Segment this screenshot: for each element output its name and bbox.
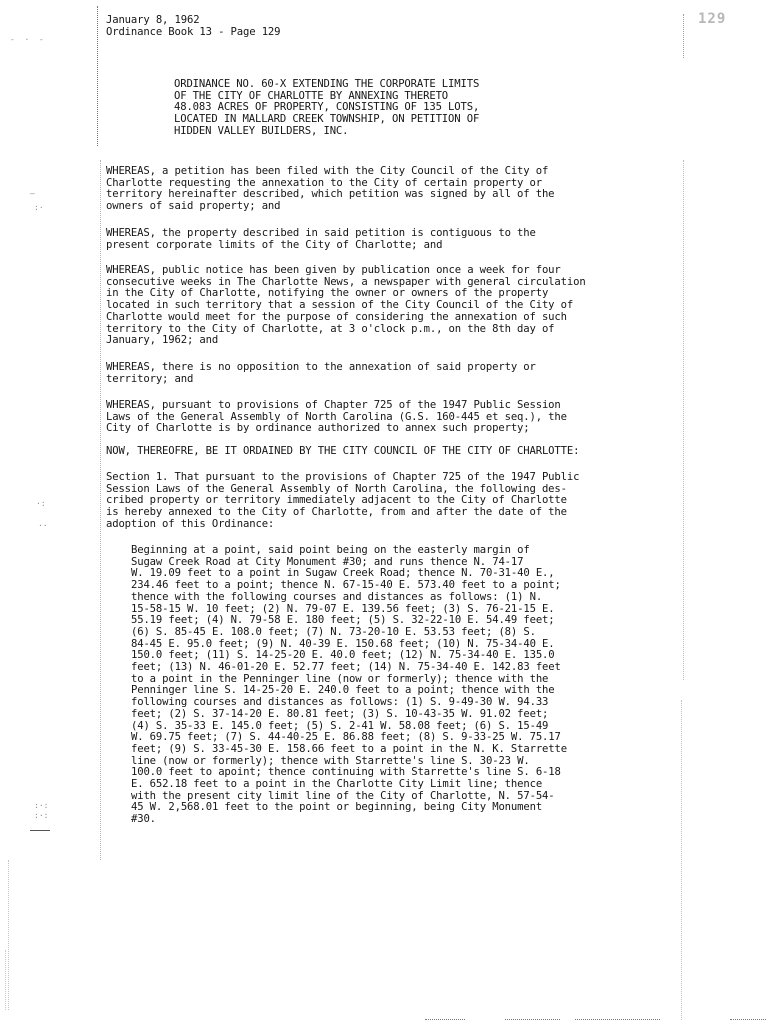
scan-speck: :·: bbox=[34, 801, 49, 810]
scan-speck: — bbox=[30, 189, 35, 198]
bottom-scan-line bbox=[730, 1019, 766, 1020]
right-margin-line-lower bbox=[681, 700, 682, 1020]
title-line: 48.083 ACRES OF PROPERTY, CONSISTING OF 135 LOTS, bbox=[174, 101, 480, 114]
scan-speck: .. bbox=[38, 519, 48, 528]
scan-speck: :· bbox=[34, 203, 44, 212]
scan-mark bbox=[30, 830, 50, 831]
title-line: LOCATED IN MALLARD CREEK TOWNSHIP, ON PETITION OF bbox=[174, 113, 480, 126]
bottom-scan-line bbox=[425, 1019, 465, 1020]
bottom-scan-line bbox=[505, 1019, 560, 1020]
far-left-scan-line-2 bbox=[5, 950, 6, 1010]
title-line: ORDINANCE NO. 60-X EXTENDING THE CORPORATE LIMITS bbox=[174, 78, 480, 90]
property-description: Beginning at a point, said point being on the easterly margin of Sugaw Creek Road at City Monument #30; and runs thence N. 74-17 W. 19.09 feet to a point in Sugaw Creek Road; thence N. 70-31-40 E., 234.46 feet to a point; thence N. 67-15-40 E. 573.40 feet to a point; thence with the following courses and distances as follows: (1) N. 15-58-15 W. 10 feet; (2) N. 79-07 E. 139.56 feet; (3) S. 76-21-15 E. 55.19 feet; (4) N. 79-58 E. 180 feet; (5) S. 32-22-10 E. 54.49 feet; (6) S. 85-45 E. 108.0 feet; (7) N. 73-20-10 E. 53.53 feet; (8) S. 84-45 E. 95.0 feet; (9) N. 40-39 E. 150.68 feet; (10) N. 75-34-40 E. 150.0 feet; (11) S. 14-25-20 E. 40.0 feet; (12) N. 75-34-40 E. 135.0 feet; (13) N. 46-01-20 E. 52.77 feet; (14) N. 75-34-40 E. 142.83 feet to a point in the Penninger line (now or formerly); thence with the Penninger line S. 14-25-20 E. 240.0 feet to a point; thence with the following courses and distances as follows: (1) S. 9-49-30 W. 94.33 feet; (2) S. 37-14-20 E. 80.81 feet; (3) S. 10-43-35 W. 91.02 feet; (4) S. 35-33 E. 145.0 feet; (5) S. 2-41 W. 58.08 feet; (6) S. 15-49 W. 69.75 feet; (7) S. 44-40-25 E. 86.88 feet; (8) S. 9-33-25 W. 75.17 feet; (9) S. 33-45-30 E. 158.66 feet to a point in the N. K. Starrette line (now or formerly); thence with Starrette's line S. 30-23 W. 100.0 feet to apoint; thence continuing with Starrette's line S. 6-18 E. 652.18 feet to a point in the Charlotte City Limit line; thence with the present city limit line of the City of Charlotte, N. 57-54- 45 W. 2,568.01 feet to the point or beginning, being City Monument #30. bbox=[131, 544, 567, 826]
bottom-scan-line bbox=[575, 1019, 660, 1020]
far-left-scan-line bbox=[8, 860, 9, 1010]
left-margin-line bbox=[97, 6, 98, 146]
whereas-notice-paragraph: WHEREAS, public notice has been given by publication once a week for four consecutive weeks in The Charlotte News, a newspaper with general circulation in the City of Charlotte, notifying the owner or owners of the property located in such territory that a session of the City Council of the City of Charlotte would meet for the purpose of considering the annexation of such territory to the City of Charlotte, at 3 o'clock p.m., on the 8th day of January, 1962; and bbox=[106, 264, 586, 347]
title-line: OF THE CITY OF CHARLOTTE BY ANNEXING THERETO bbox=[174, 89, 449, 102]
right-margin-line bbox=[683, 160, 684, 680]
ordained-paragraph: NOW, THEREOFRE, BE IT ORDAINED BY THE CITY COUNCIL OF THE CITY OF CHARLOTTE: bbox=[106, 445, 580, 457]
header-book-page: Ordinance Book 13 - Page 129 bbox=[106, 25, 281, 38]
scan-speck: :·: bbox=[34, 811, 49, 820]
right-margin-line-top bbox=[683, 14, 684, 58]
header-date: January 8, 1962 bbox=[106, 14, 200, 26]
whereas-opposition-paragraph: WHEREAS, there is no opposition to the annexation of said property or territory; and bbox=[106, 361, 536, 385]
title-line: HIDDEN VALLEY BUILDERS, INC. bbox=[174, 124, 349, 137]
scan-speck: - · - bbox=[10, 35, 44, 44]
left-margin-line-lower bbox=[100, 160, 101, 860]
section-1-paragraph: Section 1. That pursuant to the provisions of Chapter 725 of the 1947 Public Session Laws of the General Assembly of North Carolina, the following des- cribed property or territory immediately adjacent to the City of Charlotte is hereby annexed to the City of Charlotte, from and after the date of the adoption of this Ordinance: bbox=[106, 471, 580, 530]
page-stamp: 129 bbox=[698, 11, 727, 27]
ordinance-title bbox=[174, 79, 479, 138]
whereas-contiguous-paragraph: WHEREAS, the property described in said petition is contiguous to the present corporate limits of the City of Charlotte; and bbox=[106, 227, 536, 251]
whereas-authority-paragraph: WHEREAS, pursuant to provisions of Chapter 725 of the 1947 Public Session Laws of the General Assembly of North Carolina (G.S. 160-445 et seq.), the City of Charlotte is by ordinance authorized to annex such property; bbox=[106, 399, 567, 435]
document-header bbox=[106, 15, 280, 38]
scan-speck: ·: bbox=[36, 499, 46, 508]
whereas-petition-paragraph: WHEREAS, a petition has been filed with the City Council of the City of Charlotte requesting the annexation to the City of certain property or territory hereinafter described, which petition was signed by all of the owners of said property; and bbox=[106, 165, 555, 213]
